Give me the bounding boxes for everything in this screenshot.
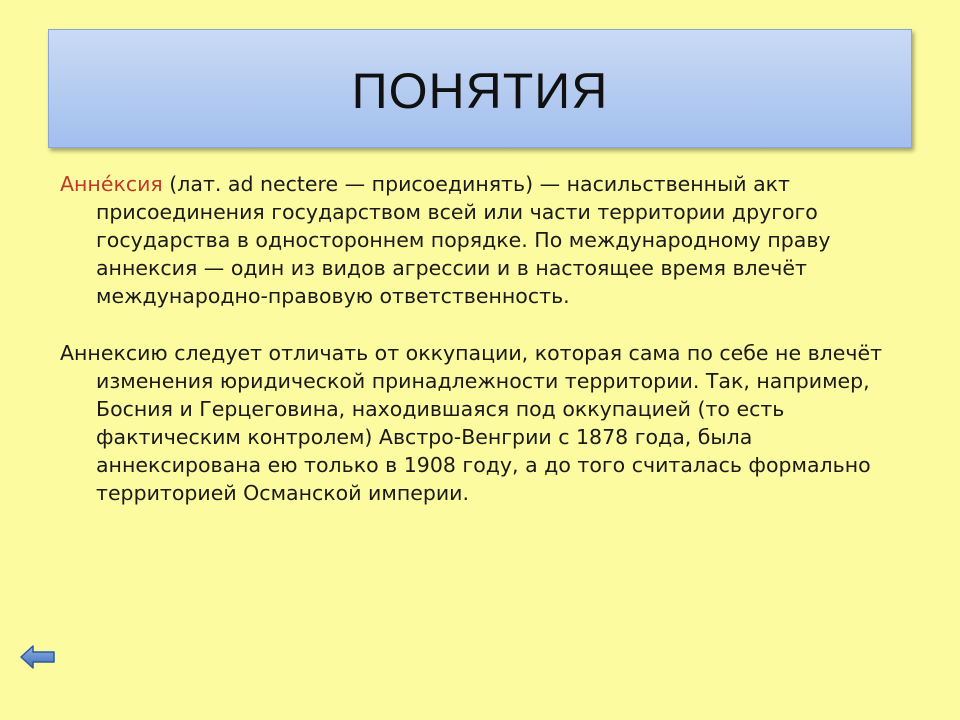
paragraph-occupation: Аннексию следует отличать от оккупации, которая сама по себе не влечёт изменения юридической принадлежности территории. Так, например, Босния и Герцеговина, находившаяся под оккупацией (то есть фактическим контролем) Австро-Венгрии с 1878 года, была аннексирована ею только в 1908 году, а до того считалась формально территорией Османской империи.	[60, 341, 883, 505]
paragraph-annexation-definition	[60, 170, 905, 310]
slide-title: ПОНЯТИЯ	[351, 62, 609, 119]
slide-content	[60, 170, 905, 507]
term-annexation: Анне́ксия	[60, 172, 163, 196]
definition-text: (лат. ad nectere — присоединять) — насильственный акт присоединения государством всей или части территории другого государства в одностороннем порядке. По международному праву аннексия — один из видов агрессии и в настоящее время влечёт международно-правовую ответственность.	[96, 172, 831, 308]
back-arrow-icon[interactable]	[20, 644, 56, 670]
title-box	[48, 29, 912, 148]
